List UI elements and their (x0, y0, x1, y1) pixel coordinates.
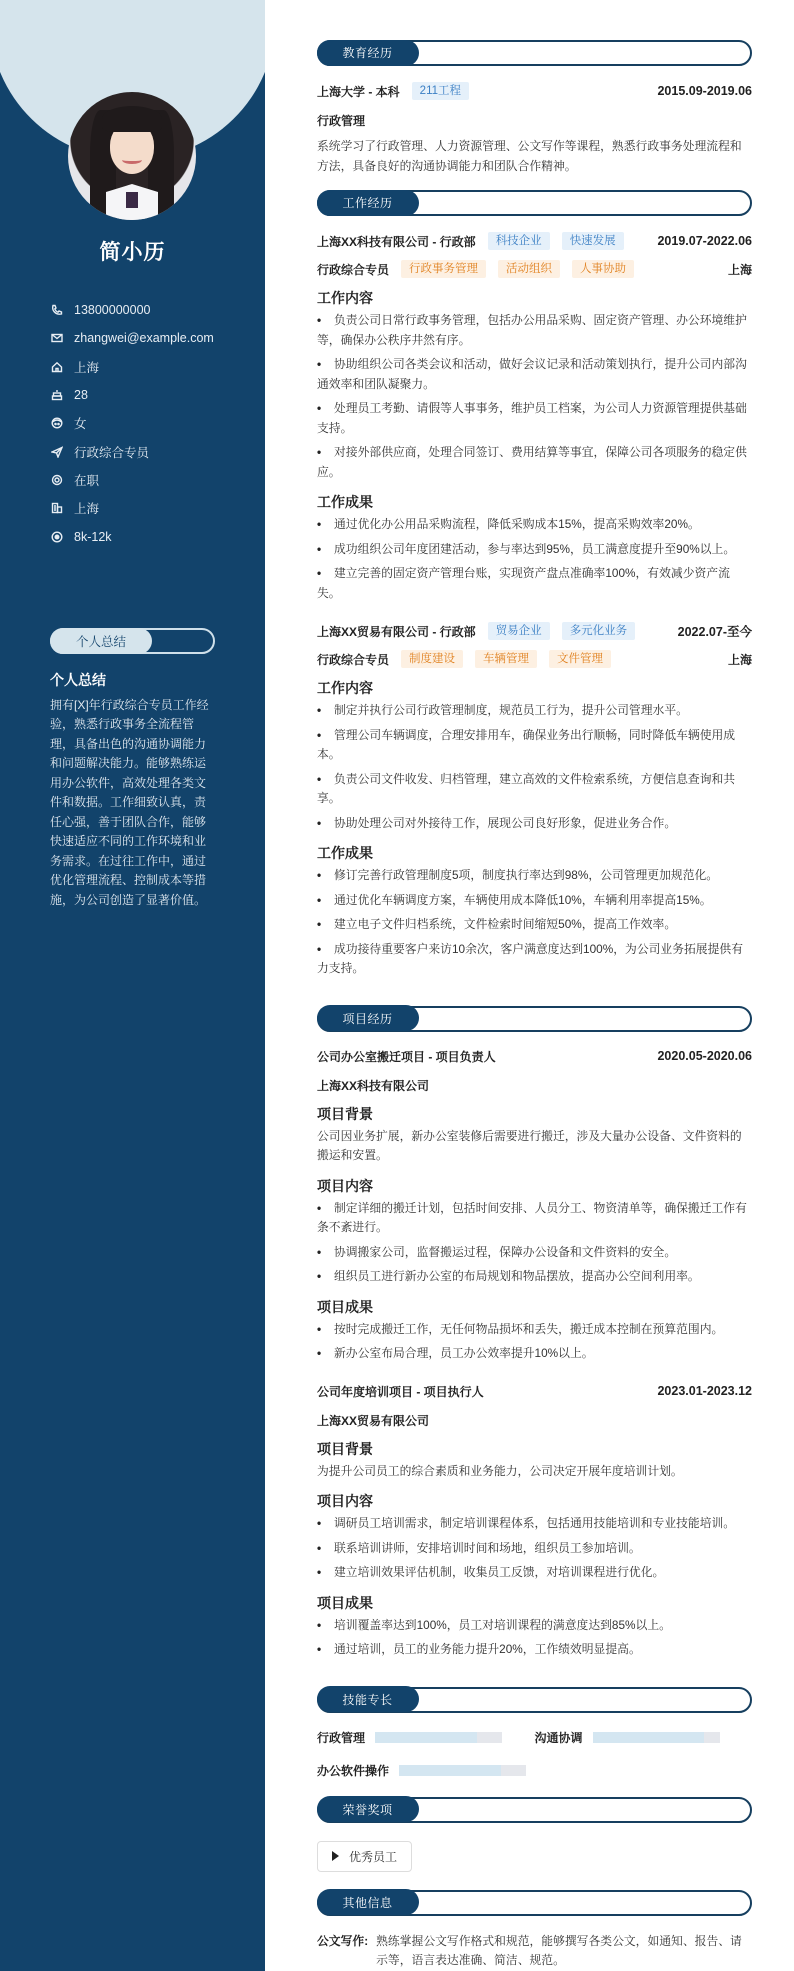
skill-name: 办公软件操作 (317, 1763, 390, 1778)
summary-text: 拥有[X]年行政综合专员工作经验，熟悉行政事务全流程管理，具备出色的沟通协调能力和问题解决能力。能够熟练运用办公软件，高效处理各类文件和数据。工作细致认真，责任心强，善于团队合作，能够快速适应不同的工作环境和业务需求。在过往工作中，通过优化管理流程、控制成本等措施，为公司创造了显著价值。 (50, 697, 209, 907)
content-heading: 项目内容 (317, 1177, 373, 1194)
list-item: • 负责公司文件收发、归档管理，建立高效的文件检索系统，方便信息查询和共享。 (317, 770, 752, 809)
project-background: 为提升公司员工的综合素质和业务能力，公司决定开展年度培训计划。 (317, 1463, 683, 1478)
work-city: 上海 (727, 652, 752, 667)
skills-section (317, 1687, 752, 1779)
skill-item (535, 1729, 753, 1746)
content-heading: 工作内容 (317, 680, 373, 696)
skill-tag: 文件管理 (549, 650, 611, 668)
contact-city (50, 494, 265, 522)
education-section-header (317, 40, 752, 66)
result-list (317, 515, 752, 603)
section-label: 工作经历 (317, 190, 419, 216)
play-triangle-icon (332, 1851, 339, 1861)
project-company: 上海XX科技有限公司 (317, 1078, 430, 1093)
content-heading: 项目内容 (317, 1493, 373, 1509)
contact-phone (50, 296, 265, 324)
age-icon (50, 388, 64, 402)
company-tag: 多元化业务 (562, 622, 636, 640)
company-tag: 快速发展 (562, 232, 624, 250)
summary-section-label: 个人总结 (50, 628, 152, 654)
work-date: 2022.07-至今 (677, 625, 752, 639)
other-section-header (317, 1890, 752, 1916)
work-city: 上海 (727, 262, 752, 277)
work-entry (317, 232, 752, 603)
result-heading: 项目成果 (317, 1298, 373, 1315)
contact-gender (50, 409, 265, 437)
list-item: • 通过优化办公用品采购流程，降低采购成本15%，提高采购效率20%。 (317, 515, 752, 535)
list-item: • 联系培训讲师，安排培训时间和场地，组织员工参加培训。 (317, 1539, 752, 1559)
contact-location (50, 353, 265, 381)
contact-status (50, 466, 265, 494)
background-heading: 项目背景 (317, 1105, 373, 1122)
skill-tag: 制度建设 (401, 650, 463, 668)
education-section (317, 40, 752, 176)
sidebar (0, 0, 265, 1971)
content-list (317, 701, 752, 833)
content-list (317, 1514, 752, 1583)
list-item: • 制定详细的搬迁计划，包括时间安排、人员分工、物资清单等，确保搬迁工作有条不紊进行。 (317, 1199, 752, 1238)
skill-tag: 人事协助 (572, 260, 634, 278)
list-item: • 处理员工考勤、请假等人事事务，维护员工档案，为公司人力资源管理提供基础支持。 (317, 399, 752, 438)
company-name: 上海XX科技有限公司 - 行政部 (317, 234, 476, 249)
contact-email (50, 324, 265, 352)
home-icon (50, 360, 64, 374)
skill-name: 行政管理 (317, 1730, 366, 1745)
list-item: • 成功组织公司年度团建活动，参与率达到95%，员工满意度提升至90%以上。 (317, 540, 752, 560)
contact-value: 在职 (74, 473, 100, 488)
list-item: • 建立培训效果评估机制，收集员工反馈，对培训课程进行优化。 (317, 1563, 752, 1583)
section-label: 项目经历 (317, 1005, 419, 1031)
list-item: • 建立电子文件归档系统，文件检索时间缩短50%，提高工作效率。 (317, 915, 752, 935)
summary-heading: 个人总结 (50, 671, 106, 688)
skill-tag: 车辆管理 (475, 650, 537, 668)
list-item: • 协助组织公司各类会议和活动，做好会议记录和活动策划执行，提升公司内部沟通效率和团队凝聚力。 (317, 355, 752, 394)
gender-icon (50, 416, 64, 430)
list-item: • 修订完善行政管理制度5项，制度执行率达到98%，公司管理更加规范化。 (317, 866, 752, 886)
skill-bar (399, 1765, 526, 1776)
other-key: 公文写作: (317, 1933, 369, 1948)
result-list (317, 866, 752, 979)
company-tag: 科技企业 (488, 232, 550, 250)
content-heading: 工作内容 (317, 290, 373, 306)
school-name: 上海大学 - 本科 (317, 84, 400, 99)
awards-section-header (317, 1797, 752, 1823)
contact-age (50, 381, 265, 409)
other-item (317, 1932, 752, 1971)
project-date: 2023.01-2023.12 (657, 1384, 752, 1398)
list-item: • 培训覆盖率达到100%，员工对培训课程的满意度达到85%以上。 (317, 1616, 752, 1636)
skill-bar (593, 1732, 720, 1743)
skill-item (317, 1729, 535, 1746)
company-tag: 贸易企业 (488, 622, 550, 640)
contact-value: zhangwei@example.com (74, 331, 214, 346)
contact-value: 8k-12k (74, 529, 112, 544)
list-item: • 建立完善的固定资产管理台账，实现资产盘点准确率100%，有效减少资产流失。 (317, 564, 752, 603)
project-section (317, 1006, 752, 1660)
summary-section (0, 628, 265, 911)
skill-name: 沟通协调 (534, 1730, 583, 1745)
contact-value: 13800000000 (74, 303, 151, 318)
contact-list (0, 266, 265, 551)
section-label: 教育经历 (317, 40, 419, 66)
skill-tag: 活动组织 (498, 260, 560, 278)
status-icon (50, 473, 64, 487)
position: 行政综合专员 (317, 652, 390, 667)
result-heading: 工作成果 (317, 494, 373, 510)
avatar (68, 92, 196, 220)
list-item: • 对接外部供应商，处理合同签订、费用结算等事宜，保障公司各项服务的稳定供应。 (317, 443, 752, 482)
position: 行政综合专员 (317, 262, 390, 277)
content-list (317, 311, 752, 482)
contact-value: 行政综合专员 (74, 445, 150, 460)
list-item: • 成功接待重要客户来访10余次，客户满意度达到100%，为公司业务拓展提供有力支持。 (317, 940, 752, 979)
project-title: 公司年度培训项目 - 项目执行人 (317, 1384, 484, 1399)
list-item: • 协助处理公司对外接待工作，展现公司良好形象，促进业务合作。 (317, 814, 752, 834)
project-title: 公司办公室搬迁项目 - 项目负责人 (317, 1049, 496, 1064)
awards-section (317, 1797, 752, 1872)
main-content (265, 0, 794, 1971)
skill-tag: 行政事务管理 (401, 260, 486, 278)
major: 行政管理 (317, 114, 366, 128)
list-item: • 通过优化车辆调度方案，车辆使用成本降低10%，车辆利用率提高15%。 (317, 891, 752, 911)
contact-value: 上海 (74, 502, 100, 517)
education-header-row (317, 82, 752, 100)
list-item: • 协调搬家公司，监督搬运过程，保障办公设备和文件资料的安全。 (317, 1243, 752, 1263)
section-label: 其他信息 (317, 1889, 419, 1915)
list-item: • 新办公室布局合理，员工办公效率提升10%以上。 (317, 1344, 752, 1364)
list-item: • 制定并执行公司行政管理制度，规范员工行为，提升公司管理水平。 (317, 701, 752, 721)
work-entry (317, 622, 752, 979)
contact-salary (50, 522, 265, 550)
skill-bar (375, 1732, 502, 1743)
building-icon (50, 501, 64, 515)
list-item: • 通过培训，员工的业务能力提升20%，工作绩效明显提高。 (317, 1640, 752, 1660)
candidate-name: 简小历 (99, 241, 166, 264)
send-icon (50, 445, 64, 459)
work-section (317, 190, 752, 979)
work-section-header (317, 190, 752, 216)
result-list (317, 1320, 752, 1364)
skills-section-header (317, 1687, 752, 1713)
result-heading: 工作成果 (317, 845, 373, 861)
contact-value: 上海 (74, 360, 100, 375)
contact-value: 28 (74, 388, 88, 403)
sidebar-header (0, 0, 265, 230)
skill-list (317, 1729, 752, 1779)
company-name: 上海XX贸易有限公司 - 行政部 (317, 624, 476, 639)
salary-icon (50, 530, 64, 544)
project-background: 公司因业务扩展，新办公室装修后需要进行搬迁，涉及大量办公设备、文件资料的搬运和安置。 (317, 1128, 742, 1162)
work-date: 2019.07-2022.06 (657, 234, 752, 248)
education-desc: 系统学习了行政管理、人力资源管理、公文写作等课程，熟悉行政事务处理流程和方法，具备良好的沟通协调能力和团队合作精神。 (317, 139, 742, 173)
section-label: 荣誉奖项 (317, 1796, 419, 1822)
project-section-header (317, 1006, 752, 1032)
award-item[interactable] (317, 1841, 412, 1872)
award-name: 优秀员工 (349, 1849, 398, 1864)
education-date: 2015.09-2019.06 (657, 84, 752, 98)
project-date: 2020.05-2020.06 (657, 1049, 752, 1063)
result-list (317, 1616, 752, 1660)
list-item: • 组织员工进行新办公室的布局规划和物品摆放，提高办公空间利用率。 (317, 1267, 752, 1287)
mail-icon (50, 331, 64, 345)
phone-icon (50, 303, 64, 317)
contact-value: 女 (74, 417, 87, 432)
project-entry (317, 1383, 752, 1660)
contact-position (50, 437, 265, 465)
project-entry (317, 1048, 752, 1364)
summary-section-header (50, 628, 215, 654)
skill-item (317, 1762, 535, 1779)
other-section (317, 1890, 752, 1971)
list-item: • 调研员工培训需求，制定培训课程体系，包括通用技能培训和专业技能培训。 (317, 1514, 752, 1534)
background-heading: 项目背景 (317, 1440, 373, 1457)
list-item: • 管理公司车辆调度，合理安排用车，确保业务出行顺畅，同时降低车辆使用成本。 (317, 726, 752, 765)
other-value: 熟练掌握公文写作格式和规范，能够撰写各类公文，如通知、报告、请示等，语言表达准确、简洁、规范。 (376, 1933, 742, 1967)
section-label: 技能专长 (317, 1686, 419, 1712)
list-item: • 负责公司日常行政事务管理，包括办公用品采购、固定资产管理、办公环境维护等，确保办公秩序井然有序。 (317, 311, 752, 350)
content-list (317, 1199, 752, 1287)
result-heading: 项目成果 (317, 1594, 373, 1611)
school-tag: 211工程 (412, 82, 469, 100)
project-company: 上海XX贸易有限公司 (317, 1413, 430, 1428)
list-item: • 按时完成搬迁工作，无任何物品损坏和丢失，搬迁成本控制在预算范围内。 (317, 1320, 752, 1340)
